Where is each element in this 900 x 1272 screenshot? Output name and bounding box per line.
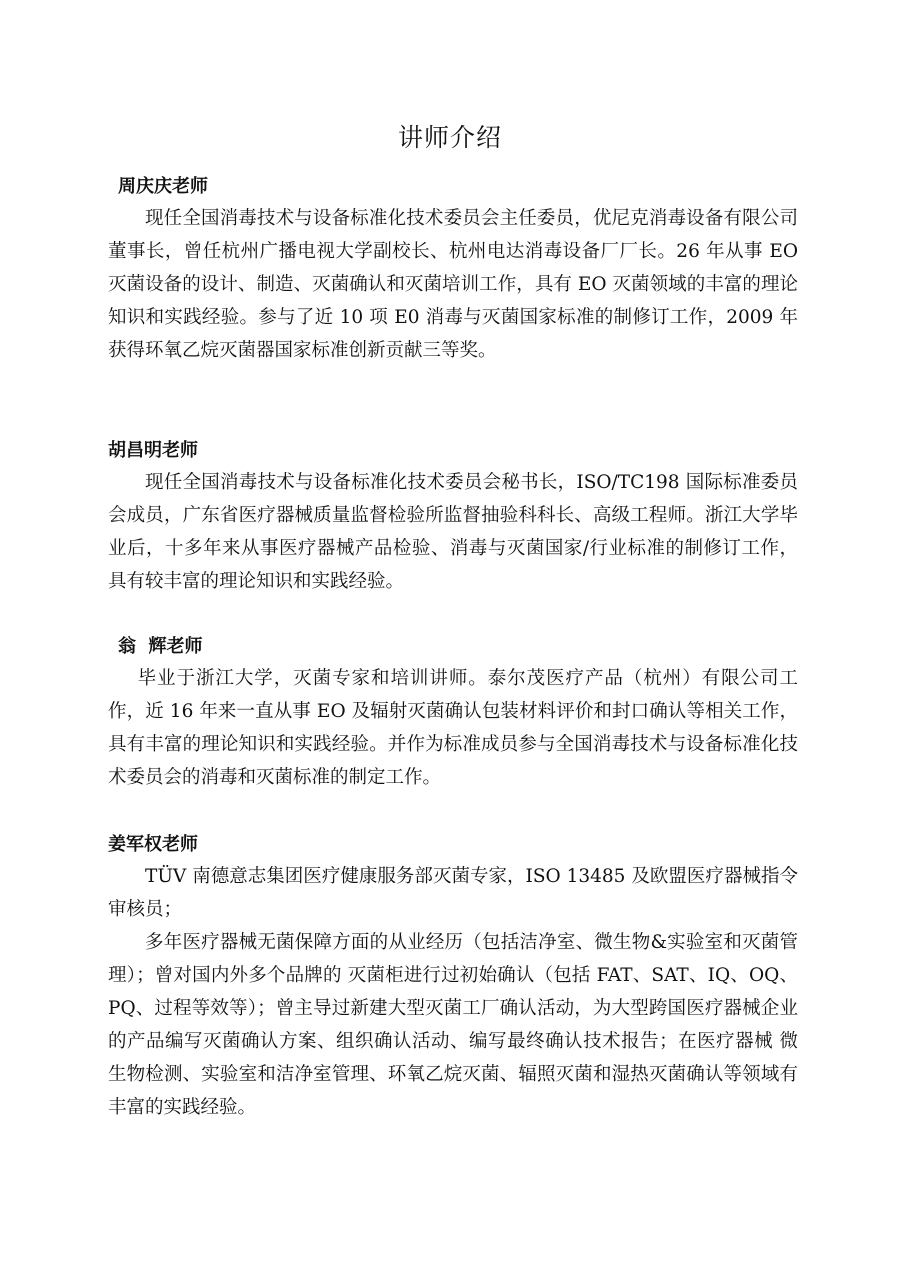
instructor-bio: 多年医疗器械无菌保障方面的从业经历（包括洁净室、微生物&实验室和灭菌管理）；曾对国内外多个品牌的 灭菌柜进行过初始确认（包括 FAT、SAT、IQ、OQ、PQ、过程等效等）；曾主导过新建大型灭菌工厂确认活动，为大型跨国医疗器械企业的产品编写灭菌确认方案、组织确认活动、编写最终确认技术报告；在医疗器械 微生物检测、实验室和洁净室管理、环氧乙烷灭菌、辐照灭菌和湿热灭菌确认等领域有丰富的实践经验。 <box>108 932 798 1118</box>
instructor-bio: 毕业于浙江大学，灭菌专家和培训讲师。泰尔茂医疗产品（杭州）有限公司工作，近 16 年来一直从事 EO 及辐射灭菌确认包装材料评价和封口确认等相关工作，具有丰富的理论知识和实践经验。并作为标准成员参与全国消毒技术与设备标准化技术委员会的消毒和灭菌标准的制定工作。 <box>108 668 798 788</box>
instructor-section-zhou <box>108 172 798 367</box>
instructor-name: 周庆庆老师 <box>118 176 208 197</box>
instructor-bio: 现任全国消毒技术与设备标准化技术委员会主任委员，优尼克消毒设备有限公司董事长，曾任杭州广播电视大学副校长、杭州电达消毒设备厂厂长。26 年从事 EO 灭菌设备的设计、制造、灭菌确认和灭菌培训工作，具有 EO 灭菌领域的丰富的理论知识和实践经验。参与了近 10 项 E0 消毒与灭菌国家标准的制修订工作，2009 年获得环氧乙烷灭菌器国家标准创新贡献三等奖。 <box>108 208 798 361</box>
instructor-name: 姜军权老师 <box>108 834 198 855</box>
instructor-section-weng <box>108 632 798 794</box>
instructor-bio: 现任全国消毒技术与设备标准化技术委员会秘书长，ISO/TC198 国际标准委员会成员，广东省医疗器械质量监督检验所监督抽验科科长、高级工程师。浙江大学毕业后，十多年来从事医疗器械产品检验、消毒与灭菌国家/行业标准的制修订工作，具有较丰富的理论知识和实践经验。 <box>108 472 798 592</box>
instructor-bio: TÜV 南德意志集团医疗健康服务部灭菌专家，ISO 13485 及欧盟医疗器械指令审核员； <box>108 866 798 920</box>
instructor-section-jiang <box>108 830 798 1124</box>
page-title: 讲师介绍 <box>397 123 502 152</box>
instructor-name: 翁 辉老师 <box>118 636 203 657</box>
instructor-section-hu <box>108 436 798 598</box>
instructor-name: 胡昌明老师 <box>108 440 198 461</box>
